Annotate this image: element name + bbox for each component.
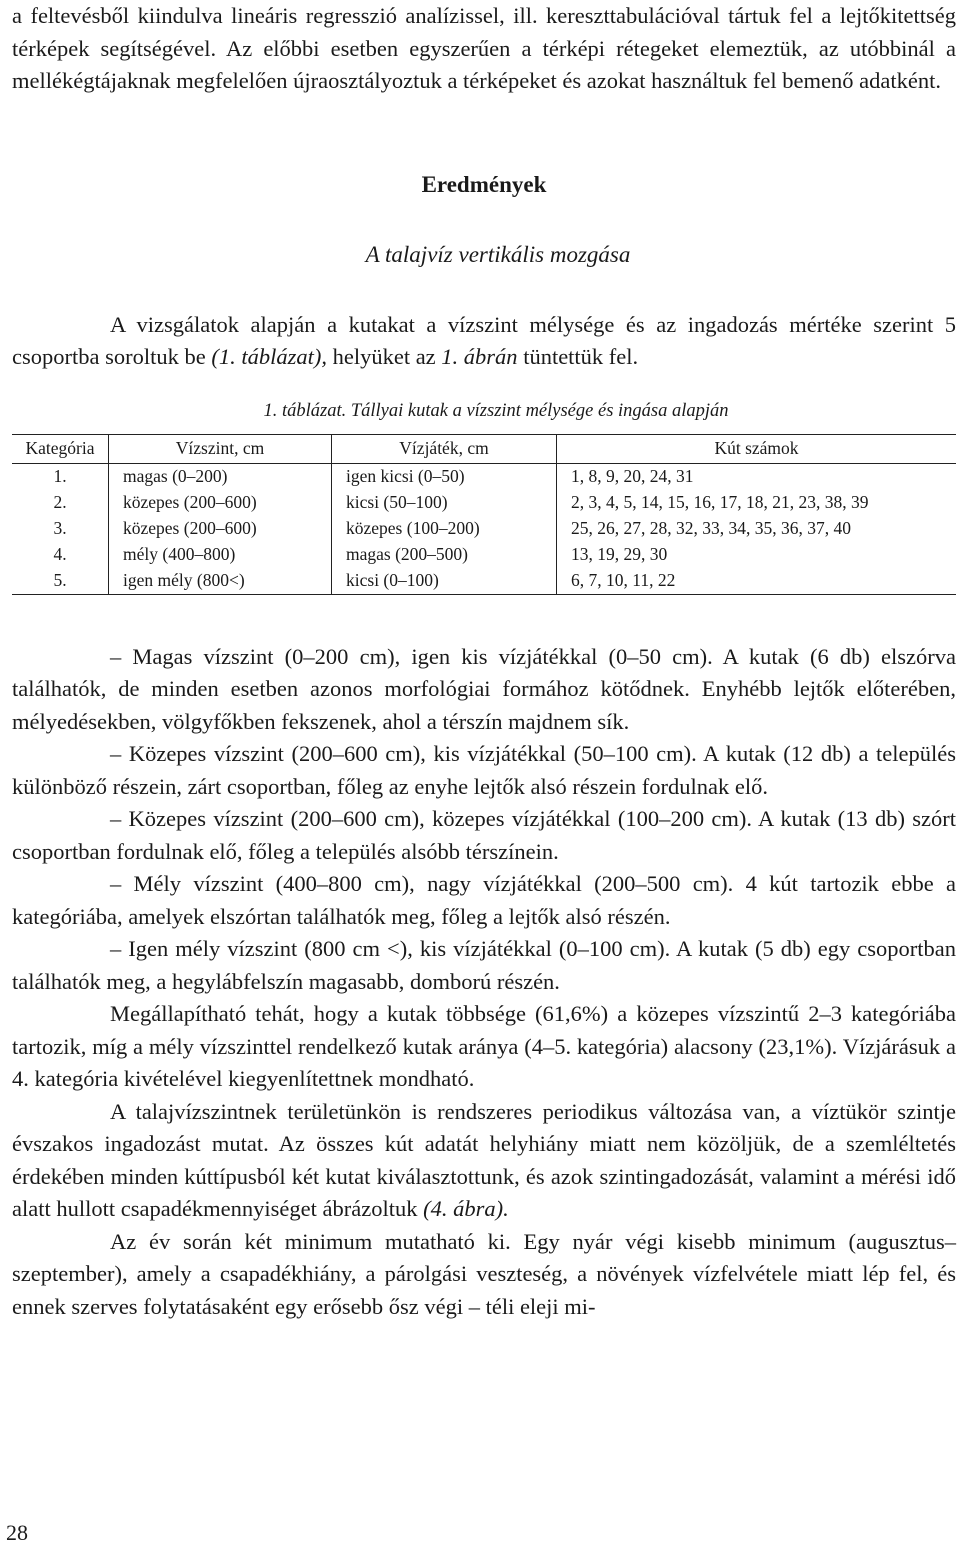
cell-well-numbers: 2, 3, 4, 5, 14, 15, 16, 17, 18, 21, 23, 38, 39 [557, 490, 957, 516]
cell-water-level: igen mély (800<) [109, 568, 332, 595]
cell-well-numbers: 1, 8, 9, 20, 24, 31 [557, 463, 957, 490]
table-reference: (1. táblázat), [211, 344, 327, 369]
cell-water-level: közepes (200–600) [109, 490, 332, 516]
fluctuation-text: A talajvízszintnek területünkön is rendszeres periodikus változása van, a víztükör szintje évszakos ingadozást mutat. Az összes kút adatát helyhiány miatt nem közöljük, de a szemléltetés érdekében minden kúttípusból két kutat kiválasztottunk, és azok szintingadozását, valamint a mérési idő alatt hullott csapadékmennyiséget ábrázoltuk [12, 1098, 956, 1221]
results-intro-text-1: A vizsgálatok alapján a kutakat a vízszint mélysége és az ingadozás mértéke szerint 5 csoportba soroltuk be [12, 311, 956, 369]
cell-water-level: magas (0–200) [109, 463, 332, 490]
cell-category: 3. [53, 518, 67, 538]
category-2-paragraph: – Közepes vízszint (200–600 cm), kis vízjátékkal (50–100 cm). A kutak (12 db) a település különböző részein, zárt csoportban, főleg az enyhe lejtők alsó részein fordulnak elő. [12, 741, 956, 799]
category-1-paragraph: – Magas vízszint (0–200 cm), igen kis vízjátékkal (0–50 cm). A kutak (6 db) elszórva találhatók, de minden esetben azonos morfológiai formához kötődnek. Enyhébb lejtők előterében, mélyedésekben, völgyfőkben fekszenek, ahol a térszín majdnem sík. [12, 643, 956, 734]
results-intro-text-3: tüntettük fel. [517, 344, 639, 369]
cell-category: 5. [12, 568, 109, 595]
intro-paragraph: a feltevésből kiindulva lineáris regresszió analízissel, ill. kereszttabulációval tártuk fel a lejtőkitettség térképek segítségével. Az előbbi esetben egyszerűen a térképi rétegeket elemeztük, az utóbbinál a mellékégtájaknak megfelelően újraosztályoztuk a térképeket és azokat használtuk fel bemenő adatként. [12, 3, 956, 93]
figure-4-reference: (4. ábra). [423, 1196, 509, 1221]
table-row [12, 542, 956, 568]
cell-fluctuation: magas (200–500) [332, 542, 557, 568]
header-category: Kategória [12, 434, 109, 463]
page-number: 28 [6, 1520, 28, 1545]
cell-category: 2. [53, 492, 67, 512]
table-row [12, 516, 956, 542]
category-5-paragraph: – Igen mély vízszint (800 cm <), kis vízjátékkal (0–100 cm). A kutak (5 db) egy csoportban találhatók meg, a hegylábfelszín magasabb, domború részén. [12, 936, 956, 994]
table-row [12, 463, 956, 490]
summary-paragraph: Megállapítható tehát, hogy a kutak többsége (61,6%) a közepes vízszintű 2–3 kategóriába tartozik, míg a mély vízszinttel rendelkező kutak aránya (4–5. kategória) alacsony (23,1%). Vízjárásuk a 4. kategória kivételével kiegyenlítettnek mondható. [12, 1001, 956, 1091]
results-intro-paragraph [12, 309, 956, 374]
fluctuation-paragraph [12, 1096, 956, 1226]
minimum-paragraph: Az év során két minimum mutatható ki. Egy nyár végi kisebb minimum (augusztus–szeptember), amely a csapadékhiány, a párolgási veszteség, a növények vízfelvétele miatt lép fel, és ennek szerves folytatásaként egy erősebb ősz végi – téli eleji mi- [12, 1228, 956, 1319]
table-caption: 1. táblázat. Tállyai kutak a vízszint mélysége és ingása alapján [263, 400, 729, 421]
category-3-paragraph: – Közepes vízszint (200–600 cm), közepes vízjátékkal (100–200 cm). A kutak (13 db) szórt csoportban fordulnak elő, főleg a település alsóbb térszínein. [12, 806, 956, 864]
table-row [12, 490, 956, 516]
cell-fluctuation: kicsi (0–100) [332, 568, 557, 595]
results-intro-text-2: helyüket az [326, 344, 442, 369]
cell-fluctuation: kicsi (50–100) [332, 490, 557, 516]
figure-reference: 1. ábrán [441, 344, 518, 369]
cell-well-numbers: 13, 19, 29, 30 [557, 542, 957, 568]
cell-fluctuation: közepes (100–200) [332, 516, 557, 542]
table-row [12, 568, 956, 595]
cell-category: 1. [53, 466, 67, 486]
cell-well-numbers: 6, 7, 10, 11, 22 [557, 568, 957, 595]
well-category-table [12, 434, 956, 595]
header-water-level: Vízszint, cm [109, 434, 332, 463]
header-fluctuation: Vízjáték, cm [332, 434, 557, 463]
header-well-numbers: Kút számok [557, 434, 957, 463]
cell-water-level: mély (400–800) [109, 542, 332, 568]
cell-well-numbers: 25, 26, 27, 28, 32, 33, 34, 35, 36, 37, 40 [557, 516, 957, 542]
category-4-paragraph: – Mély vízszint (400–800 cm), nagy vízjátékkal (200–500 cm). 4 kút tartozik ebbe a kategóriába, amelyek elszórtan találhatók meg, főleg a lejtők alsó részén. [12, 871, 956, 929]
table-header-row [12, 434, 956, 463]
document-page [12, 0, 956, 1323]
subsection-title: A talajvíz vertikális mozgása [365, 241, 631, 267]
cell-category: 4. [53, 544, 67, 564]
cell-fluctuation: igen kicsi (0–50) [332, 463, 557, 490]
section-title: Eredmények [421, 171, 547, 197]
cell-water-level: közepes (200–600) [109, 516, 332, 542]
